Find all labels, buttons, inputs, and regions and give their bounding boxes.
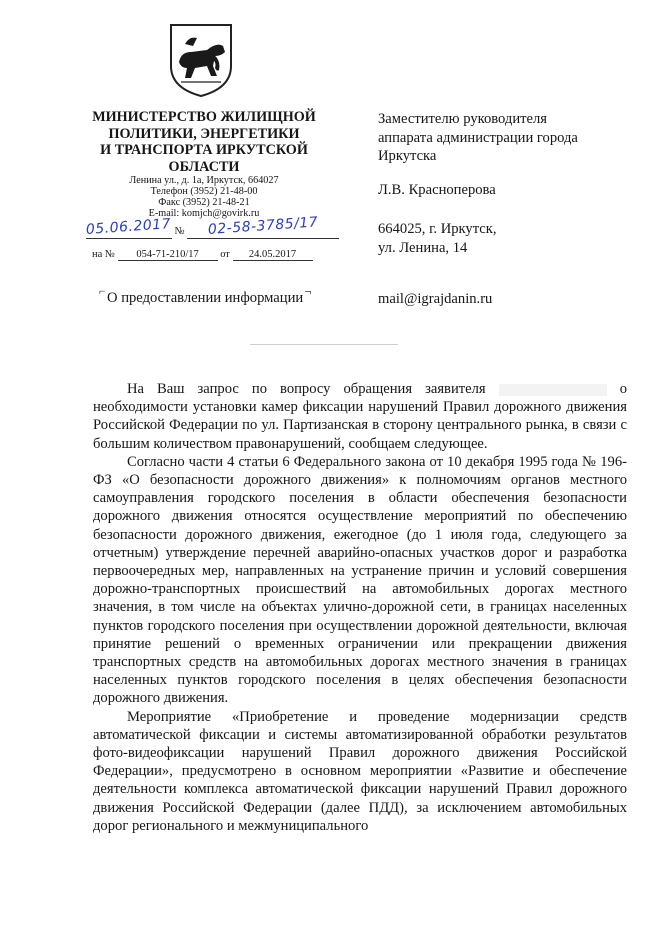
recipient-name: Л.В. Красноперова (378, 182, 496, 198)
outgoing-number-field (187, 214, 339, 239)
redacted-name (499, 384, 607, 396)
recipient-line: Заместителю руководителя (378, 111, 548, 127)
recipient-email: mail@igrajdanin.ru (378, 291, 493, 307)
subject-corner-mark: ⌐ (99, 284, 106, 298)
coat-of-arms-emblem (167, 22, 235, 98)
recipient-line: аппарата администрации города (378, 129, 578, 146)
org-name-line: ОБЛАСТИ (168, 158, 240, 175)
org-name-line: И ТРАНСПОРТА ИРКУТСКОЙ (100, 142, 308, 158)
subject-text: О предоставлении информации (107, 290, 304, 306)
sender-phone: Телефон (3952) 21-48-00 (150, 186, 258, 197)
paragraph-text: На Ваш запрос по вопросу обращения заявителя (127, 381, 486, 397)
letter-body (93, 380, 627, 835)
org-name-line: МИНИСТЕРСТВО ЖИЛИЩНОЙ (92, 109, 316, 125)
sender-address: Ленина ул., д. 1а, Иркутск, 664027 (129, 175, 279, 186)
ref-date: 24.05.2017 (233, 249, 313, 261)
paragraph-text: о необходимости установки камер фиксации нарушений Правил дорожного движения Российской Федерации по ул. Партизанская в сторону центрального рынка, в связи с большим количеством правонарушений, сообщаем следующее. (93, 381, 627, 452)
sender-organization-name (88, 109, 320, 175)
ref-label: на № (92, 249, 115, 260)
sender-email: E-mail: komjch@govirk.ru (148, 208, 260, 219)
body-paragraph: Мероприятие «Приобретение и проведение модернизации средств автоматической фиксации и системы автоматизированной обработки результатов фото-видеофиксации нарушений Правил дорожного движения Российской Федерации», предусмотрено в основном мероприятии «Развитие и обеспечение деятельности комплекса автоматической фиксации нарушений Правил дорожного движения Российской Федерации (далее ПДД), за исключением автомобильных дорог регионального и межмуниципального (93, 708, 627, 834)
recipient-title (378, 110, 578, 166)
recipient-postal-address (378, 220, 497, 257)
postal-line: ул. Ленина, 14 (378, 239, 468, 256)
outgoing-registration (85, 214, 339, 239)
ref-number: 054-71-210/17 (118, 249, 218, 261)
letter-subject (99, 284, 312, 307)
org-name-line: ПОЛИТИКИ, ЭНЕРГЕТИКИ (108, 125, 300, 142)
sender-fax: Факс (3952) 21-48-21 (158, 197, 250, 208)
postal-line: 664025, г. Иркутск, (378, 221, 497, 237)
outgoing-number-handwritten: 02-58-3785/17 (207, 214, 319, 238)
outgoing-date-handwritten: 05.06.2017 (85, 216, 172, 238)
subject-corner-mark: ¬ (304, 284, 312, 298)
separator-line (250, 344, 398, 345)
sender-contacts (120, 175, 288, 219)
from-label: от (220, 249, 230, 260)
number-label: № (174, 226, 185, 237)
body-paragraph (93, 380, 627, 453)
reference-registration (92, 249, 313, 261)
body-paragraph: Согласно части 4 статьи 6 Федерального закона от 10 декабря 1995 года № 196-ФЗ «О безопасности дорожного движения» к полномочиям органов местного самоуправления городского поселения в области обеспечения безопасности дорожного движения относятся осуществление мероприятий по обеспечению безопасности дорожного движения, ежегодное (до 1 июля года, следующего за отчетным) утверждение перечней аварийно-опасных участков дорог и разработка первоочередных мер, направленных на устранение причин и условий совершения дорожно-транспортных происшествий на автомобильных дорогах местного значения, в том числе на объектах улично-дорожной сети, в границах населенных пунктов городского поселения при осуществлении дорожной деятельности, включая принятие решений о временных ограничении или прекращении движения транспортных средств на автомобильных дорогах местного значения в границах населенных пунктов городского поселения в целях обеспечения безопасности дорожного движения. (93, 453, 627, 707)
outgoing-date-field (85, 216, 172, 239)
recipient-line: Иркутска (378, 148, 437, 164)
